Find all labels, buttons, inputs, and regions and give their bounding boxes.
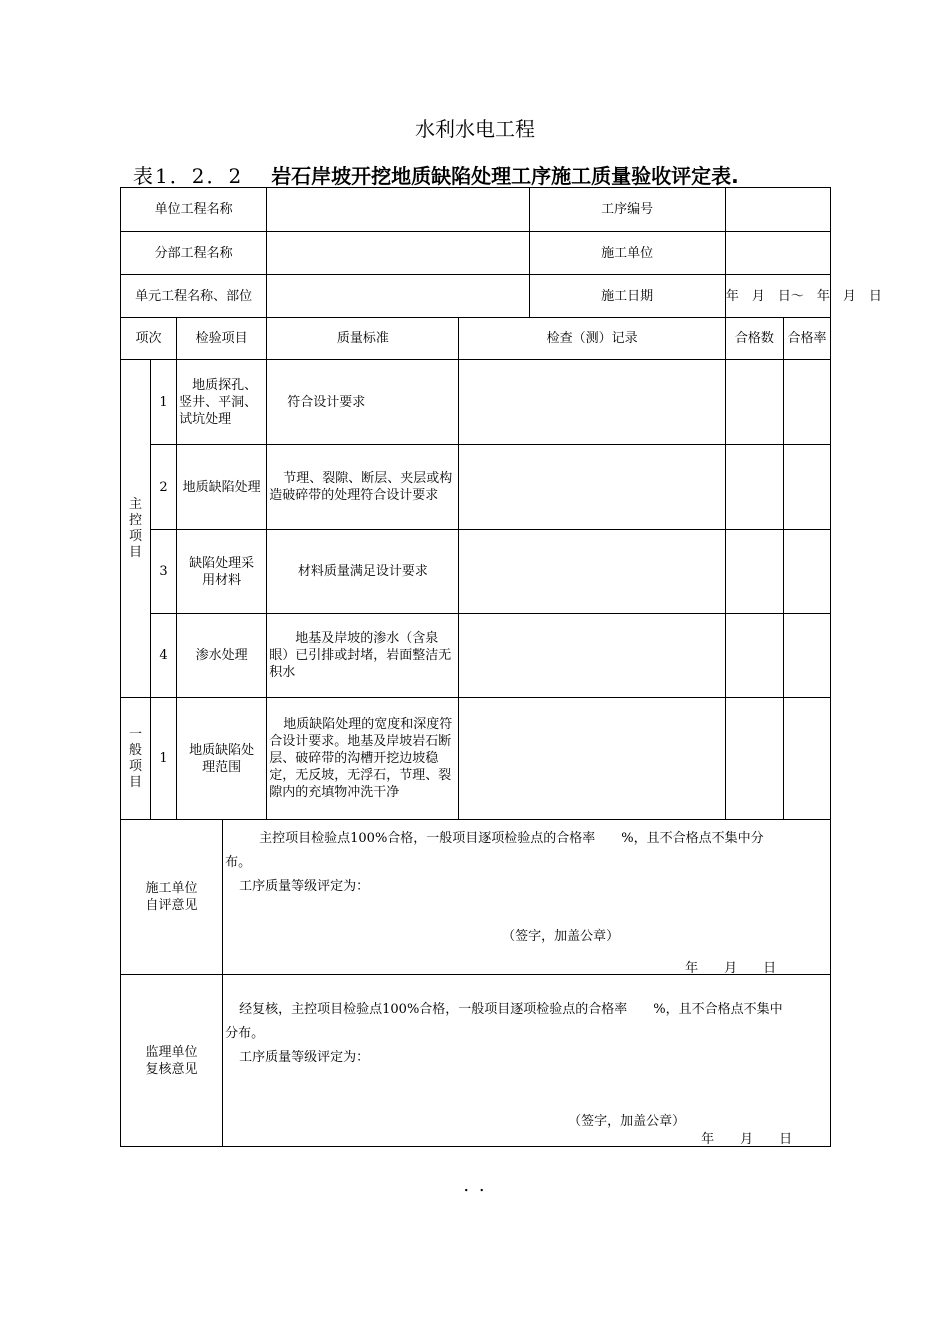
col-pass-count: 合格数 [725,318,783,360]
supervisor-opinion-content[interactable] [223,975,831,1147]
contractor-date-text: 年 月 日 [685,961,777,976]
general-group-label: 一 般 项 目 [121,698,151,820]
col-check-item: 检验项目 [177,318,267,360]
supervisor-opinion-line1: 经复核，主控项目检验点100%合格，一般项目逐项检验点的合格率 %，且不合格点不集中 [239,1002,783,1017]
main-row-1-record[interactable] [459,360,725,445]
main-row-2-record[interactable] [459,445,725,530]
main-row-4-item: 渗水处理 [177,614,267,698]
general-row-1-no: 1 [151,698,177,820]
process-no-label: 工序编号 [529,188,725,232]
general-row-1-standard: 地质缺陷处理的宽度和深度符合设计要求。地基及岸坡岩石断层、破碎带的沟槽开挖边坡稳定，无反坡，无浮石，节理、裂隙内的充填物冲洗干净 [267,698,459,820]
sub-project-label: 分部工程名称 [121,232,267,275]
main-row-3-pass-rate[interactable] [783,530,830,614]
main-row-2-pass-rate[interactable] [783,445,830,530]
main-row-4-record[interactable] [459,614,725,698]
main-row-2-no: 2 [151,445,177,530]
col-standard: 质量标准 [267,318,459,360]
contractor-opinion-row [121,820,831,975]
unit-project-value[interactable] [267,188,529,232]
info-row-unit [121,188,831,232]
contractor-opinion-content[interactable] [223,820,831,975]
main-row-1-item: 地质探孔、竖井、平洞、试坑处理 [177,360,267,445]
form-name: 岩石岸坡开挖地质缺陷处理工序施工质量验收评定表. [271,164,739,188]
footer-dots: . . [463,1175,487,1196]
contractor-sign-text: （签字，加盖公章） [502,929,620,944]
col-item-no: 项次 [121,318,177,360]
info-row-sub [121,232,831,275]
main-row-3-no: 3 [151,530,177,614]
main-row-2-item: 地质缺陷处理 [177,445,267,530]
main-row-3 [121,530,831,614]
contractor-label: 施工单位 [529,232,725,275]
contractor-grade-text: 工序质量等级评定为： [239,879,370,894]
main-row-3-standard: 材料质量满足设计要求 [267,530,459,614]
main-row-3-record[interactable] [459,530,725,614]
date-label: 施工日期 [529,275,725,318]
main-row-1 [121,360,831,445]
sub-project-value[interactable] [267,232,529,275]
supervisor-opinion-label: 监理单位 复核意见 [121,975,223,1147]
main-group-label: 主 控 项 目 [121,360,151,698]
general-row-1-item: 地质缺陷处理范围 [177,698,267,820]
evaluation-table [120,187,882,1147]
general-row-1-pass-count[interactable] [725,698,783,820]
main-row-1-pass-rate[interactable] [783,360,830,445]
general-row-1-record[interactable] [459,698,725,820]
main-row-1-no: 1 [151,360,177,445]
general-row-1 [121,698,831,820]
general-row-1-pass-rate[interactable] [783,698,830,820]
main-row-2-pass-count[interactable] [725,445,783,530]
main-row-3-pass-count[interactable] [725,530,783,614]
main-row-3-item: 缺陷处理采用材料 [177,530,267,614]
supervisor-date-text: 年 月 日 [701,1132,793,1147]
form-title [133,160,833,189]
main-row-4-standard: 地基及岸坡的渗水（含泉眼）已引排或封堵，岩面整洁无积水 [267,614,459,698]
contractor-value[interactable] [725,232,830,275]
col-record: 检查（测）记录 [459,318,725,360]
date-value[interactable]: 年 月 日～ 年 月 日 [725,275,830,318]
main-row-2-standard: 节理、裂隙、断层、夹层或构造破碎带的处理符合设计要求 [267,445,459,530]
info-row-element [121,275,831,318]
main-row-4-pass-count[interactable] [725,614,783,698]
page-header: 水利水电工程 [415,117,535,141]
main-row-4-no: 4 [151,614,177,698]
contractor-opinion-label: 施工单位 自评意见 [121,820,223,975]
form-number: 表1．2．2 [133,164,244,188]
column-header-row [121,318,831,360]
supervisor-grade-text: 工序质量等级评定为： [239,1050,370,1065]
contractor-opinion-line1: 主控项目检验点100%合格，一般项目逐项检验点的合格率 %，且不合格点不集中分 [259,831,764,846]
contractor-opinion-line2: 布。 [225,855,252,870]
main-row-1-pass-count[interactable] [725,360,783,445]
supervisor-opinion-line2: 分布。 [225,1026,265,1041]
element-value[interactable] [267,275,529,318]
col-pass-rate: 合格率 [783,318,830,360]
main-row-4-pass-rate[interactable] [783,614,830,698]
supervisor-sign-text: （签字，加盖公章） [568,1114,686,1129]
main-row-1-standard: 符合设计要求 [267,360,459,445]
element-label: 单元工程名称、部位 [121,275,267,318]
unit-project-label: 单位工程名称 [121,188,267,232]
main-row-2 [121,445,831,530]
supervisor-opinion-row [121,975,831,1147]
process-no-value[interactable] [725,188,830,232]
main-row-4 [121,614,831,698]
